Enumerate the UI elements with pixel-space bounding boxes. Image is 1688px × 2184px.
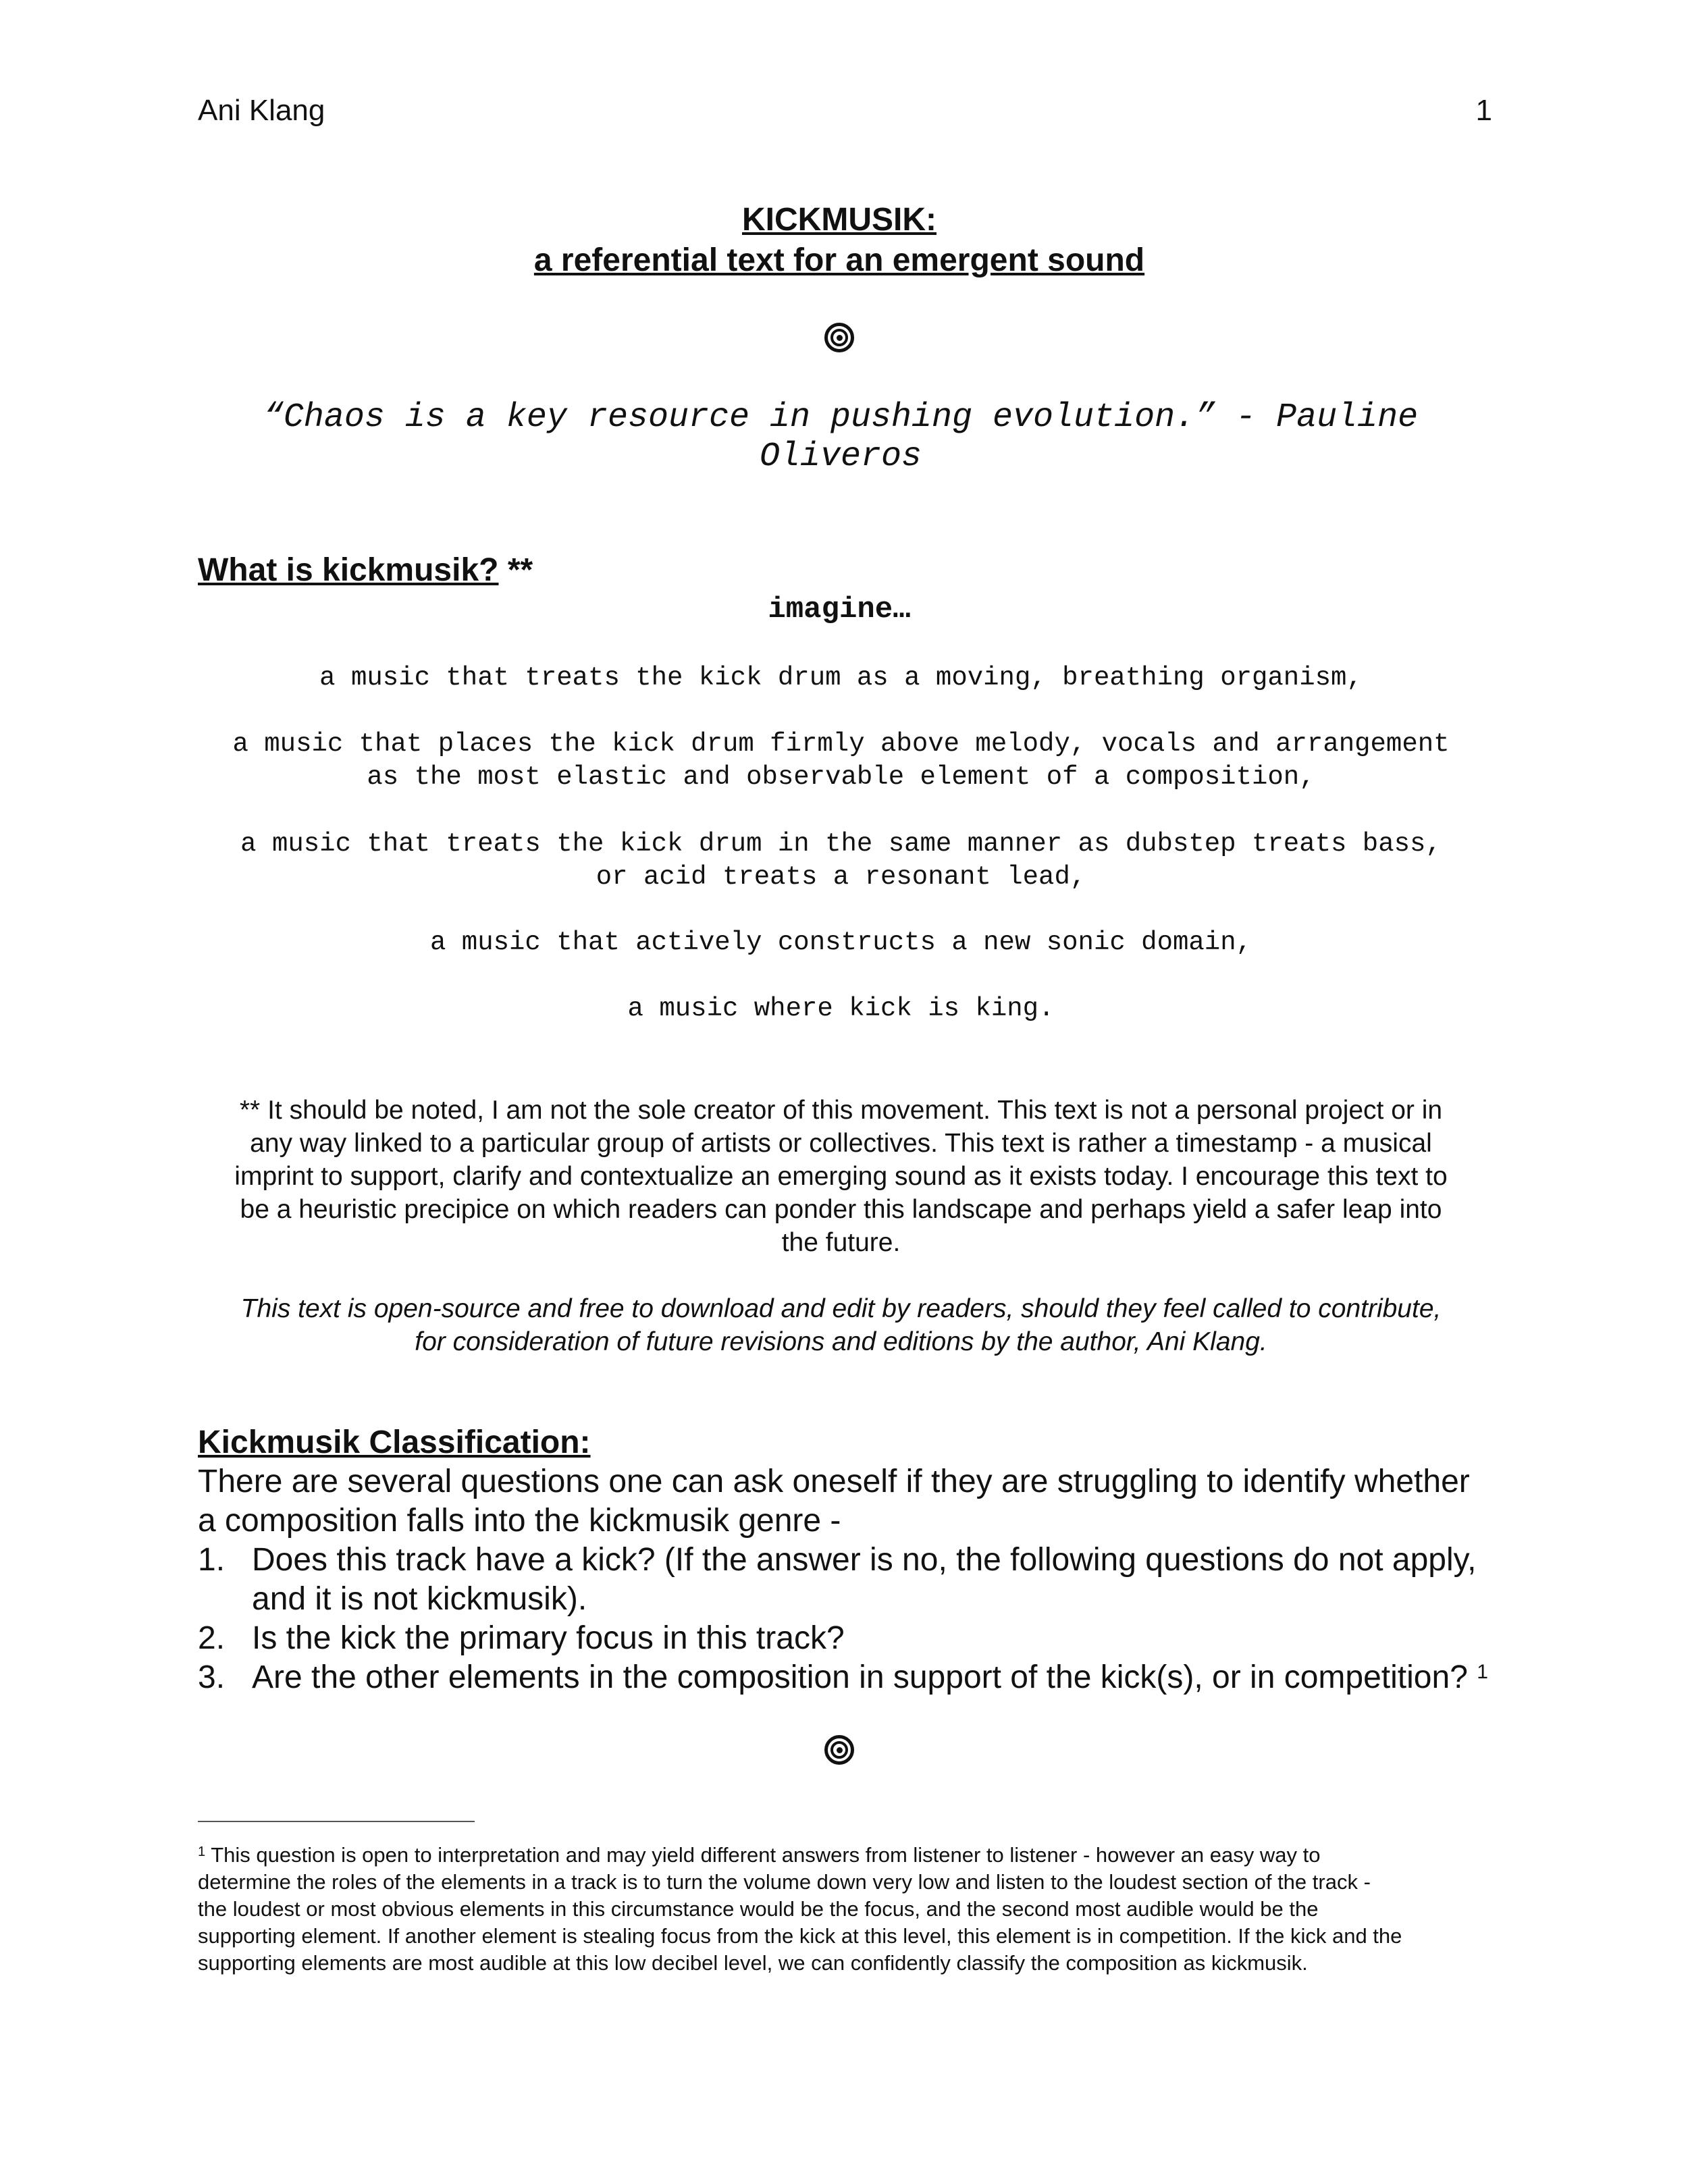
question-text: Does this track have a kick? (If the answer is no, the following questions do not apply, and it is not kickmusik). [252, 1542, 1477, 1617]
title-line-2: a referential text for an emergent sound [533, 242, 1145, 278]
question-number: 3. [198, 1659, 226, 1695]
classification-intro: There are several questions one can ask oneself if they are struggling to identify whether a composition falls into the kickmusik genre - [198, 1464, 1470, 1539]
poem-line-2a: a music that places the kick drum firmly above melody, vocals and arrangement [232, 729, 1450, 759]
poem-line-4: a music that actively constructs a new sonic domain, [430, 928, 1252, 957]
footnote-mark: 1 [198, 1844, 206, 1859]
footnote-line-1 [198, 1842, 1501, 1869]
author-note [198, 1094, 1484, 1259]
list-item [198, 1541, 1494, 1619]
document-title [198, 200, 1481, 281]
italic-line-1: This text is open-source and free to download and edit by readers, should they feel called to contribute, [240, 1294, 1442, 1323]
footnote-line-4: supporting element. If another element is stealing focus from the kick at this level, this element is in competition. If the kick and the [198, 1924, 1402, 1948]
question-number: 1. [198, 1542, 226, 1578]
note-line-4: be a heuristic precipice on which readers can ponder this landscape and perhaps yield a safer leap into [240, 1195, 1442, 1224]
poem-line-1: a music that treats the kick drum as a moving, breathing organism, [319, 663, 1363, 693]
title-line-1: KICKMUSIK: [742, 202, 937, 238]
question-text: Is the kick the primary focus in this track? [252, 1620, 845, 1656]
section-heading-what [198, 550, 533, 591]
note-line-3: imprint to support, clarify and contextualize an emerging sound as it exists today. I encourage this text to [234, 1162, 1448, 1191]
open-source-note [198, 1292, 1484, 1358]
quote-line-2: Oliveros [759, 437, 922, 476]
page-number: 1 [1475, 94, 1492, 127]
poem-line-5: a music where kick is king. [627, 994, 1055, 1023]
footnote-text: This question is open to interpretation and may yield different answers from listener to listener - however an easy way to [211, 1843, 1321, 1867]
list-item [198, 1658, 1494, 1697]
classification-heading: Kickmusik Classification: [198, 1424, 591, 1460]
footnote [198, 1842, 1501, 1977]
poem-line-3a: a music that treats the kick drum in the same manner as dubstep treats bass, [240, 829, 1442, 859]
note-line-5: the future. [781, 1228, 901, 1257]
note-line-2: any way linked to a particular group of artists or collectives. This text is rather a timestamp - a musical [250, 1129, 1432, 1158]
footnote-line-2: determine the roles of the elements in a track is to turn the volume down very low and listen to the loudest section of the track - [198, 1870, 1371, 1894]
footnote-line-3: the loudest or most obvious elements in this circumstance would be the focus, and the second most audible would be the [198, 1897, 1319, 1921]
note-line-1: ** It should be noted, I am not the sole creator of this movement. This text is not a personal project or in [239, 1096, 1443, 1125]
epigraph-quote [243, 398, 1438, 477]
footnote-separator [198, 1821, 475, 1822]
target-icon [824, 1735, 854, 1765]
poem-stanza-2 [198, 728, 1484, 794]
list-item [198, 1619, 1494, 1658]
poem-line-3b: or acid treats a resonant lead, [596, 862, 1086, 892]
running-header-author: Ani Klang [198, 94, 325, 127]
footnote-line-5: supporting elements are most audible at this low decibel level, we can confidently classify the composition as kickmusik. [198, 1951, 1308, 1975]
poem-stanza-3 [198, 828, 1484, 894]
question-text: Are the other elements in the composition in support of the kick(s), or in competition? [252, 1659, 1468, 1695]
section-heading-text: What is kickmusik? [198, 552, 499, 588]
footnote-reference[interactable]: 1 [1477, 1661, 1488, 1683]
classification-questions [198, 1541, 1494, 1697]
target-icon [824, 323, 854, 352]
question-number: 2. [198, 1620, 226, 1656]
quote-line-1: “Chaos is a key resource in pushing evolution.” - Pauline [263, 398, 1419, 437]
imagine-line: imagine… [768, 593, 911, 627]
section-heading-marker: ** [498, 552, 533, 588]
italic-line-2: for consideration of future revisions and editions by the author, Ani Klang. [415, 1327, 1267, 1356]
poem-line-2b: as the most elastic and observable element of a composition, [367, 762, 1315, 792]
